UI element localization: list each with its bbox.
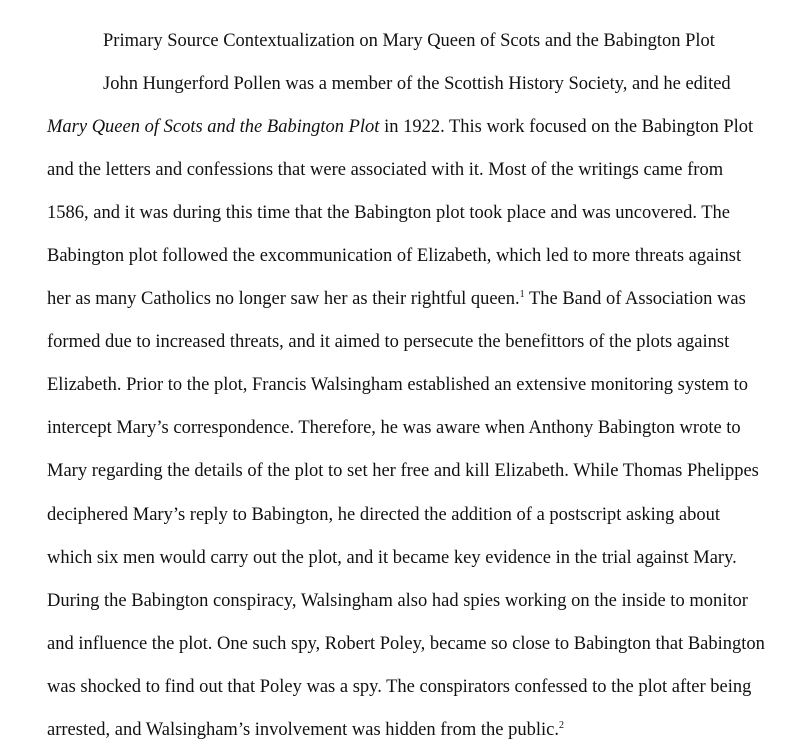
paragraph-line: 1586, and it was during this time that the Babington plot took place and was uncovered. The — [47, 203, 730, 223]
paragraph-line: deciphered Mary’s reply to Babington, he directed the addition of a postscript asking about — [47, 505, 721, 525]
footnote-ref-2[interactable]: 2 — [558, 720, 564, 731]
paragraph-line: formed due to increased threats, and it aimed to persecute the benefittors of the plots against — [47, 332, 730, 352]
line-text: The Band of Association was — [524, 289, 746, 309]
paragraph-line: which six men would carry out the plot, and it became key evidence in the trial against Mary. — [47, 548, 737, 568]
paragraph-line — [47, 719, 564, 741]
paragraph-line: and influence the plot. One such spy, Robert Poley, became so close to Babington that Babington — [47, 634, 765, 654]
paragraph-line: and the letters and confessions that were associated with it. Most of the writings came from — [47, 160, 724, 180]
paragraph-line: Babington plot followed the excommunication of Elizabeth, which led to more threats against — [47, 246, 742, 266]
paragraph-line — [47, 116, 753, 138]
paragraph-line: Elizabeth. Prior to the plot, Francis Walsingham established an extensive monitoring system to — [47, 375, 749, 395]
paragraph-line: Mary regarding the details of the plot to set her free and kill Elizabeth. While Thomas Phelippes — [47, 461, 759, 481]
line-text: her as many Catholics no longer saw her as their rightful queen. — [47, 289, 520, 309]
document-title: Primary Source Contextualization on Mary Queen of Scots and the Babington Plot — [103, 31, 715, 51]
paragraph-line: was shocked to find out that Poley was a spy. The conspirators confessed to the plot after being — [47, 677, 752, 697]
paragraph-line: During the Babington conspiracy, Walsingham also had spies working on the inside to monitor — [47, 591, 748, 611]
line-text: arrested, and Walsingham’s involvement was hidden from the public. — [47, 720, 559, 740]
book-title-italic: Mary Queen of Scots and the Babington Plot — [47, 117, 380, 137]
line-text: in 1922. This work focused on the Babington Plot — [379, 117, 754, 137]
paragraph-line: John Hungerford Pollen was a member of the Scottish History Society, and he edited — [103, 74, 731, 94]
footnote-ref-1[interactable]: 1 — [519, 289, 525, 300]
paragraph-line: intercept Mary’s correspondence. Therefore, he was aware when Anthony Babington wrote to — [47, 418, 741, 438]
paragraph-line — [47, 288, 746, 310]
